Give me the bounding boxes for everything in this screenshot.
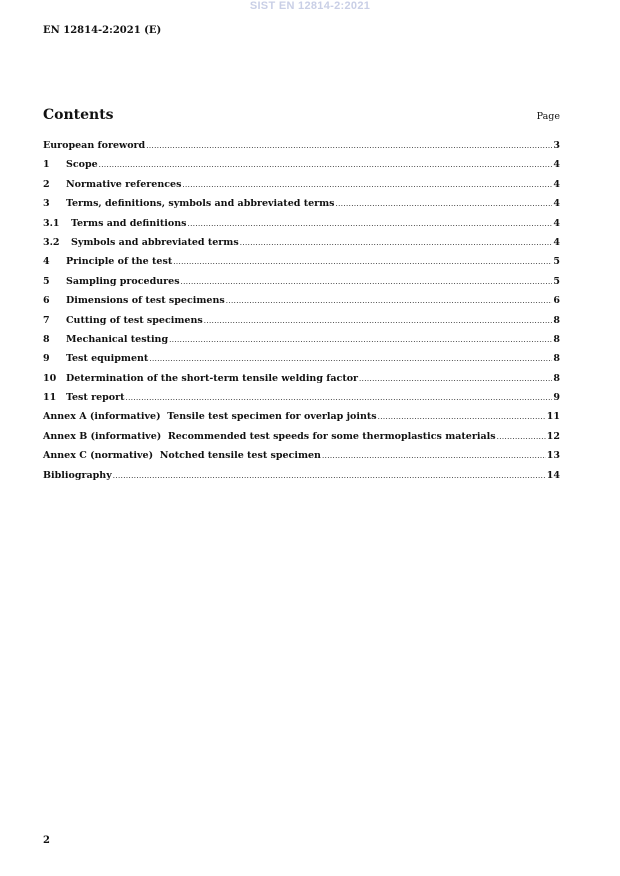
contents-header bbox=[43, 107, 560, 127]
toc-entry-page: 12 bbox=[546, 430, 560, 442]
contents-title: Contents bbox=[43, 107, 114, 123]
leader-dots bbox=[149, 355, 552, 363]
toc-entry-label: Mechanical testing bbox=[66, 333, 169, 345]
toc-entry-number: 2 bbox=[43, 178, 50, 190]
toc-entry[interactable] bbox=[43, 140, 560, 159]
toc-entry-page: 4 bbox=[553, 198, 560, 210]
toc-entry[interactable] bbox=[43, 218, 560, 237]
toc-entry[interactable] bbox=[43, 179, 560, 198]
leader-dots bbox=[204, 317, 553, 325]
leader-dots bbox=[169, 336, 552, 344]
toc-entry[interactable] bbox=[43, 431, 560, 450]
toc-entry[interactable] bbox=[43, 198, 560, 217]
toc-entry-page: 8 bbox=[553, 353, 560, 365]
leader-dots bbox=[182, 181, 552, 189]
toc-entry-number: 11 bbox=[43, 392, 57, 404]
toc-entry-label: Principle of the test bbox=[66, 256, 173, 268]
toc-entry-number: 4 bbox=[43, 256, 50, 268]
toc-entry[interactable] bbox=[43, 470, 560, 489]
toc-entry-label: Normative references bbox=[66, 178, 182, 190]
leader-dots bbox=[181, 278, 553, 286]
toc-entry-number: 8 bbox=[43, 333, 50, 345]
watermark: SIST EN 12814-2:2021 bbox=[249, 0, 371, 12]
toc-entry-label: Terms, definitions, symbols and abbreviated terms bbox=[66, 198, 335, 210]
toc-entry-page: 4 bbox=[553, 217, 560, 229]
leader-dots bbox=[226, 297, 553, 305]
leader-dots bbox=[113, 472, 546, 480]
toc-entry-page: 8 bbox=[553, 333, 560, 345]
toc-entry-number: 5 bbox=[43, 275, 50, 287]
toc-entry-label: Sampling procedures bbox=[66, 275, 180, 287]
toc-entry-label: Scope bbox=[66, 159, 98, 171]
page-column-label: Page bbox=[536, 111, 560, 122]
toc-entry[interactable] bbox=[43, 334, 560, 353]
toc-entry-label: Annex A (informative) Tensile test specimen for overlap joints bbox=[43, 411, 377, 423]
toc-entry-page: 13 bbox=[546, 450, 560, 462]
toc-entry-page: 8 bbox=[553, 314, 560, 326]
toc-entry-label: Dimensions of test specimens bbox=[66, 295, 225, 307]
toc-entry[interactable] bbox=[43, 392, 560, 411]
toc-entry-page: 4 bbox=[553, 236, 560, 248]
toc-entry-label: Bibliography bbox=[43, 469, 112, 481]
toc-entry[interactable] bbox=[43, 353, 560, 372]
toc-entry-number: 7 bbox=[43, 314, 50, 326]
toc-entry-page: 4 bbox=[553, 159, 560, 171]
toc-entry[interactable] bbox=[43, 450, 560, 469]
toc-entry-label: Test report bbox=[66, 392, 125, 404]
toc-entry-number: 3.2 bbox=[43, 236, 60, 248]
toc-entry-label: Cutting of test specimens bbox=[66, 314, 203, 326]
toc-entry-page: 6 bbox=[553, 295, 560, 307]
toc-entry-label: Test equipment bbox=[66, 353, 149, 365]
leader-dots bbox=[146, 142, 552, 150]
leader-dots bbox=[359, 375, 552, 383]
toc-entry-label: Determination of the short-term tensile welding factor bbox=[66, 372, 359, 384]
toc-entry-number: 10 bbox=[43, 372, 57, 384]
leader-dots bbox=[240, 239, 553, 247]
document-id: EN 12814-2:2021 (E) bbox=[43, 25, 162, 36]
leader-dots bbox=[378, 413, 546, 421]
toc-entry-page: 14 bbox=[546, 469, 560, 481]
toc-entry-page: 5 bbox=[553, 275, 560, 287]
toc-entry-page: 3 bbox=[553, 140, 560, 151]
toc-entry[interactable] bbox=[43, 295, 560, 314]
toc-entry-number: 3.1 bbox=[43, 217, 60, 229]
leader-dots bbox=[497, 433, 546, 441]
toc-entry-label: Terms and definitions bbox=[71, 217, 187, 229]
toc-entry[interactable] bbox=[43, 159, 560, 178]
toc-entry[interactable] bbox=[43, 276, 560, 295]
toc-entry-number: 9 bbox=[43, 353, 50, 365]
toc-entry-label: Annex B (informative) Recommended test speeds for some thermoplastics materials bbox=[43, 430, 496, 442]
leader-dots bbox=[336, 200, 553, 208]
toc-entry-page: 8 bbox=[553, 372, 560, 384]
toc-entry-page: 9 bbox=[553, 392, 560, 404]
toc-entry-number: 3 bbox=[43, 198, 50, 210]
toc-entry[interactable] bbox=[43, 411, 560, 430]
page-number: 2 bbox=[43, 835, 50, 846]
toc-entry[interactable] bbox=[43, 256, 560, 275]
toc-entry-number: 1 bbox=[43, 159, 50, 171]
toc-entry-label: Annex C (normative) Notched tensile test specimen bbox=[43, 450, 321, 462]
leader-dots bbox=[187, 220, 552, 228]
leader-dots bbox=[99, 161, 553, 169]
toc-entry-label: Symbols and abbreviated terms bbox=[71, 236, 239, 248]
toc-entry-label: European foreword bbox=[43, 140, 146, 151]
toc-entry-number: 6 bbox=[43, 295, 50, 307]
toc-entry-page: 11 bbox=[546, 411, 560, 423]
leader-dots bbox=[322, 452, 546, 460]
toc-entry[interactable] bbox=[43, 315, 560, 334]
toc-entry[interactable] bbox=[43, 237, 560, 256]
leader-dots bbox=[173, 258, 552, 266]
toc-entry-page: 4 bbox=[553, 178, 560, 190]
toc-entry-page: 5 bbox=[553, 256, 560, 268]
toc-entry[interactable] bbox=[43, 373, 560, 392]
table-of-contents bbox=[43, 140, 560, 489]
leader-dots bbox=[126, 394, 553, 402]
